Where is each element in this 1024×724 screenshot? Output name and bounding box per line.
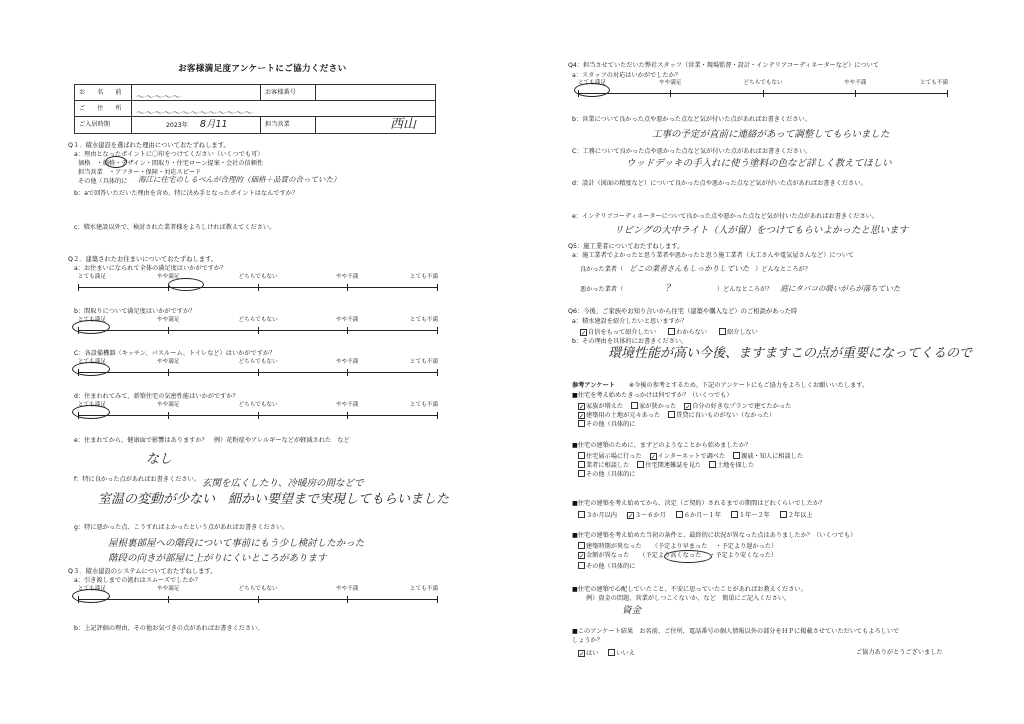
r1-o5-checkbox[interactable]: [668, 411, 675, 418]
scale-label: どちらでもない: [238, 274, 278, 280]
q4-e-handwriting: リビングの大中ライト（人が留）をつけてもらいよかったと思います: [614, 225, 909, 236]
r1-options-row3: [578, 420, 636, 428]
reference-note: ※今後の参考とするため、下記のアンケートにもご協力をよろしくお願いいたします。: [628, 382, 869, 389]
scale-tick[interactable]: [855, 90, 856, 97]
scale-label: とても満足: [78, 402, 106, 408]
q1-c-text: c：積水建設以外で、検討された業者様をよろしければ教えてください。: [74, 224, 276, 231]
q3-b-text: b：上記評価の理由、その他お気づきの点があればお書きください。: [74, 625, 264, 632]
r4-row1: [578, 542, 777, 550]
r3-o2-checkbox[interactable]: ✓: [627, 513, 634, 520]
q5-bad-row: [580, 283, 900, 294]
r4-o2a-circle: [664, 550, 712, 563]
scale-tick[interactable]: [168, 369, 169, 376]
r4-row3: [578, 562, 636, 570]
q4-a-text: a：スタッフの対応はいかがでしたか？: [572, 72, 681, 79]
q5-a-text: a：施工業者でよかったと思う業者や悪かったと思う施工業者（大工さんや電気屋さんなど）について: [572, 252, 855, 259]
scale-label: やや不満: [336, 274, 359, 280]
scale-tick[interactable]: [670, 90, 671, 97]
customer-no-field: [316, 85, 436, 101]
q2-f-handwriting-2: 室温の変動が少ない 細かい要望まで実現してもらいました: [98, 492, 450, 507]
scale-tick[interactable]: [437, 284, 438, 291]
r4-o2-checkbox[interactable]: ✓: [579, 553, 585, 560]
r4-o1a-label: （予定より早まった: [651, 543, 708, 550]
q3-a-selected-circle: [72, 589, 110, 603]
scale-tick[interactable]: [258, 369, 259, 376]
r1-o4-label: 建築用の土地が元々あった: [586, 412, 661, 419]
scale-label: やや不満: [336, 359, 359, 365]
q5-good-row: [580, 264, 811, 273]
q6-a-text: a：積水建設を紹介したいと思いますか？: [572, 318, 688, 325]
r2-o5-label: 住宅関連雑誌を見た: [645, 462, 701, 469]
scale-label: やや満足: [157, 586, 180, 592]
r4-o1b-label: ・予定より遅かった）: [715, 543, 778, 550]
r2-o7-checkbox[interactable]: [578, 470, 585, 477]
r3-o5-label: ２年以上: [787, 512, 813, 519]
scale-tick[interactable]: [347, 412, 348, 419]
r4-o1-checkbox[interactable]: [578, 542, 585, 549]
survey-page-right: [568, 50, 973, 670]
q6-opt1-checkbox[interactable]: ✓: [581, 330, 587, 337]
q2-g-text: g：特に悪かった点、こうすればよかったという点があればお書きください。: [74, 524, 289, 531]
q4-heading: Q4：担当させていただいた弊社スタッフ（営業・現場監督・設計・インテリアコーディネーターなど）について: [568, 62, 880, 69]
scale-tick[interactable]: [78, 284, 79, 291]
completion-year: 2023年: [166, 122, 188, 130]
q4-e-text: e：インテリアコーディネーターについて良かった点や悪かった点など気が付いた点があればお書きください。: [572, 213, 879, 220]
q1-a-options-1: 価格 ・価格・デザイン・間取り・住宅ローン提案・会社の信頼性: [78, 160, 264, 167]
scale-label: やや不満: [844, 80, 867, 86]
scale-label: やや満足: [659, 80, 682, 86]
r3-options: [578, 511, 813, 519]
q2-d-scale[interactable]: [78, 402, 438, 428]
r1-o4-checkbox[interactable]: ✓: [579, 413, 585, 420]
r3-o1-label: ３か月以内: [586, 512, 617, 519]
q3-a-scale[interactable]: [78, 586, 438, 612]
scale-label: やや満足: [157, 317, 180, 323]
q4-b-text: b：営業について良かった点や悪かった点など気が付いた点があればお書きください。: [572, 116, 811, 123]
scale-label: とても不満: [410, 317, 438, 323]
q1-heading: Q１．積水建設を選ばれた理由についておたずねします。: [68, 142, 230, 149]
r6-question-cont: しょうか？: [572, 637, 603, 644]
r2-options-row2: [578, 461, 754, 469]
scale-label: とても満足: [578, 80, 606, 86]
r3-question: ■住宅の建築を考え始めてから、決定（ご契約）されるまでの期間はどれくらいでしたか？: [572, 500, 826, 507]
q6-opt3-label: 紹介しない: [726, 329, 758, 336]
sales-field: [316, 117, 436, 134]
scale-label: やや不満: [336, 402, 359, 408]
q5-good-question: ）どんなところが？: [755, 266, 811, 273]
scale-tick[interactable]: [763, 90, 764, 97]
q2-e-text: e：住まれてから、健康面で影響はありますか？ 例）花粉症やアレルギーなどが軽減された など: [74, 437, 350, 444]
address-label: ご 住 所: [75, 101, 132, 117]
scale-label: とても満足: [78, 586, 106, 592]
survey-title: お客様満足度アンケートにご協力ください: [178, 64, 347, 74]
q1-a-handwriting: 海江に住宅のしるべんが合理的（価格＋品質の合っていた）: [138, 175, 341, 184]
q5-bad-question: ）どんなところが？: [716, 286, 773, 293]
scale-label: やや不満: [336, 586, 359, 592]
q1-price-circle: [105, 156, 127, 168]
scale-tick[interactable]: [347, 284, 348, 291]
r2-options-row3: [578, 470, 636, 478]
r2-o1-label: 住宅展示場に行った: [586, 453, 642, 460]
q2-a-scale[interactable]: [78, 274, 438, 300]
scale-label: とても不満: [410, 274, 438, 280]
q1-a-options-2: 担当営業 ・アフター・保障・対応スピード: [78, 169, 202, 176]
r2-o2-checkbox[interactable]: ✓: [650, 454, 656, 461]
scale-label: やや満足: [157, 402, 180, 408]
r2-o6-checkbox[interactable]: [709, 461, 716, 468]
r6-yes-checkbox[interactable]: ✓: [579, 651, 585, 658]
r5-example: 例）資金の問題、営業がしつこくないか、など 簡単にご記入ください。: [586, 595, 791, 602]
r6-yes-label: はい: [586, 650, 599, 657]
r2-o4-label: 業者に相談した: [586, 462, 630, 469]
q2-d-selected-circle: [72, 405, 110, 419]
completion-date: 8月11: [199, 119, 228, 131]
r5-handwriting: 資金: [622, 605, 642, 616]
r1-question: ■住宅を考え始めたきっかけは何ですか？（いくつでも）: [572, 392, 733, 399]
r1-o3-label: 自分の好きなプランで建てたかった: [692, 403, 792, 410]
q2-b-selected-circle: [72, 320, 110, 334]
scale-tick[interactable]: [347, 327, 348, 334]
r4-o2-label: 金額が異なった: [586, 552, 630, 559]
q2-d-text: d：住まわれてみて、新築住宅の気密性能はいかがですか？: [74, 393, 239, 400]
q5-bad-label: 悪かった業者（: [580, 286, 624, 293]
r4-o3-checkbox[interactable]: [578, 562, 585, 569]
scale-label: とても満足: [78, 274, 106, 280]
r4-o1-label: 建築時期が異なった: [586, 543, 642, 550]
name-field: 〜〜〜〜〜: [132, 85, 261, 101]
sales-name: 西山: [390, 117, 417, 132]
scale-label: とても不満: [410, 402, 438, 408]
thanks-text: ご協力ありがとうございました: [856, 649, 943, 656]
r3-o3-label: ６か月～１年: [683, 512, 721, 519]
r3-o4-label: １年～２年: [738, 512, 770, 519]
r6-question: ■このアンケート結果 お名前、ご住所、電話番号の個人情報以外の部分をＨＰに掲載させていただいてもよろしいで: [572, 628, 900, 635]
scale-label: とても不満: [920, 80, 948, 86]
scale-tick[interactable]: [168, 327, 169, 334]
q5-bad-handwriting-2: 庭にタバコの吸いがらが落ちていた: [780, 284, 901, 293]
scale-label: やや不満: [336, 317, 359, 323]
q5-good-label: 良かった業者（: [580, 266, 624, 273]
r6-options: [578, 649, 635, 657]
r4-o3-label: その他（具体的に: [586, 563, 636, 570]
r2-o6-label: 土地を探した: [716, 462, 755, 469]
scale-tick[interactable]: [258, 412, 259, 419]
r4-o2b-label: ・予定より安くなった）: [709, 552, 778, 559]
address-field: 〜〜〜〜〜〜〜〜〜〜〜〜〜: [132, 101, 436, 117]
r2-o3-label: 親戚・知人に相談した: [741, 453, 804, 460]
scale-label: どちらでもない: [743, 80, 783, 86]
q4-c-text: C：工務について良かった点や悪かった点など気が付いた点があればお書きください。: [572, 148, 812, 155]
q2-g-handwriting-2: 階段の向きが部屋に上がりにくいところがあります: [108, 553, 327, 564]
r6-no-label: いいえ: [616, 650, 635, 657]
q2-heading: Q２．建築されたお住まいについておたずねします。: [68, 256, 218, 263]
customer-no-label: お客様番号: [261, 85, 316, 101]
q2-f-handwriting-1: 玄関を広くしたり、冷暖房の間などで: [202, 478, 364, 489]
r1-o1-checkbox[interactable]: ✓: [579, 404, 585, 411]
q6-b-handwriting: 環境性能が高い今後、ますますこの点が重要になってくるので: [608, 346, 973, 361]
scale-tick[interactable]: [168, 412, 169, 419]
r6-no-checkbox[interactable]: [608, 649, 615, 656]
reference-title: 参考アンケート: [572, 382, 615, 389]
r1-options-row2: [578, 411, 775, 419]
r2-o3-checkbox[interactable]: [733, 452, 740, 459]
name-label: お 名 前: [75, 85, 132, 101]
scale-tick[interactable]: [168, 596, 169, 603]
r1-o6-checkbox[interactable]: [578, 420, 585, 427]
scale-tick[interactable]: [437, 327, 438, 334]
customer-info-table: [74, 84, 436, 134]
scale-tick[interactable]: [347, 369, 348, 376]
q4-c-handwriting: ウッドデッキの手入れに使う塗料の色など詳しく教えてほしい: [626, 158, 892, 169]
r3-o3-checkbox[interactable]: [676, 511, 683, 518]
sales-label: 担当営業: [261, 117, 316, 134]
q6-opt3-checkbox[interactable]: [719, 328, 726, 335]
q5-heading: Q5：施工業者についておたずねします。: [568, 243, 684, 250]
q6-opt1-label: 自信をもって紹介したい: [588, 329, 657, 336]
scale-tick[interactable]: [437, 596, 438, 603]
survey-page-left: [68, 50, 458, 670]
q2-g-handwriting-1: 屋根裏部屋への階段について事前にもう少し検討したかった: [108, 538, 365, 549]
scale-tick[interactable]: [347, 596, 348, 603]
r1-o1-label: 家族が増えた: [586, 403, 624, 410]
q2-c-scale[interactable]: [78, 359, 438, 385]
scale-label: やや満足: [157, 359, 180, 365]
scale-label: どちらでもない: [238, 359, 278, 365]
r3-o1-checkbox[interactable]: [578, 511, 585, 518]
scale-label: とても不満: [410, 586, 438, 592]
r4-question: ■住宅の建築を考え始めた当初の条件と、最終的に状況が異なった点はありましたか？（いくつでも）: [572, 532, 857, 539]
q2-c-selected-circle: [72, 362, 110, 376]
q6-b-text: b：その理由を具体的にお書きください。: [572, 338, 688, 345]
completion-label: ご入居時期: [75, 117, 132, 134]
q2-e-handwriting: なし: [146, 452, 173, 467]
scale-label: どちらでもない: [238, 402, 278, 408]
q1-a-text: a：理由となったポイントに〇印をつけてください（いくつでも可）: [74, 151, 264, 158]
q3-a-text: a：引き渡しまでの流れはスムーズでしたか？: [74, 577, 201, 584]
q2-a-selected-circle: [168, 278, 204, 291]
r2-o2-label: インターネットで調べた: [657, 453, 726, 460]
q2-b-text: b：間取りについて満足度はいかがですか？: [74, 308, 196, 315]
q2-f-text: f：特に良かった点があればお書きください。: [74, 476, 200, 483]
q5-bad-handwriting: ？: [665, 283, 675, 294]
r2-options-row1: [578, 452, 803, 460]
r4-o2a-label: （予定より高くなった: [639, 552, 702, 559]
scale-tick[interactable]: [258, 327, 259, 334]
q4-d-text: d：設計（図面の精度など）について良かった点や悪かった点など気が付いた点があればお書きください。: [572, 180, 867, 187]
scale-tick[interactable]: [258, 596, 259, 603]
r1-o2-checkbox[interactable]: [631, 402, 638, 409]
q4-b-handwriting: 工事の予定が直前に連絡があって調整してもらいました: [652, 129, 890, 140]
r2-o1-checkbox[interactable]: [578, 452, 585, 459]
q3-heading: Q３．積水建設のシステムについておたずねします。: [68, 568, 217, 575]
q2-a-text: a：お住まいになられて全体の満足度はいかがですか？: [74, 265, 227, 272]
r3-o5-checkbox[interactable]: [780, 511, 787, 518]
r2-o4-checkbox[interactable]: [578, 461, 585, 468]
q4-a-selected-circle: [574, 83, 610, 97]
r1-o3-checkbox[interactable]: ✓: [685, 404, 691, 411]
q6-opt2-label: わからない: [676, 329, 707, 336]
r2-o7-label: その他（具体的に: [586, 471, 636, 478]
q6-opt2-checkbox[interactable]: [668, 328, 675, 335]
r2-o5-checkbox[interactable]: [637, 461, 644, 468]
q1-a-other: その他（具体的に: [78, 178, 128, 185]
q1-b-text: b：aで回答いただいた理由を含め、特に決め手となったポイントはなんですか？: [74, 190, 299, 197]
scale-tick[interactable]: [258, 284, 259, 291]
q6-a-options: [580, 328, 758, 336]
scale-label: とても満足: [78, 359, 106, 365]
r1-o6-label: その他（具体的に: [586, 421, 636, 428]
q5-good-handwriting: どこの業者さんもしっかりしていた: [629, 264, 750, 273]
scale-label: どちらでもない: [238, 317, 278, 323]
scale-label: やや満足: [157, 274, 180, 280]
q2-b-scale[interactable]: [78, 317, 438, 343]
scale-tick[interactable]: [437, 412, 438, 419]
scale-label: とても不満: [410, 359, 438, 365]
r3-o2-label: ３～６か月: [634, 512, 666, 519]
reference-header: [572, 382, 868, 389]
r3-o4-checkbox[interactable]: [731, 511, 738, 518]
r1-o2-label: 家が狭かった: [639, 403, 677, 410]
scale-tick[interactable]: [437, 369, 438, 376]
r1-o5-label: 賃貸に良いものがない（なかった）: [676, 412, 776, 419]
r5-question: ■住宅の建築で心配していたこと、不安に思っていたことがあればお教えください。: [572, 586, 807, 593]
scale-label: どちらでもない: [238, 586, 278, 592]
q2-c-text: C：各設備機器（キッチン、バスルーム、トイレなど）はいかがですか？: [74, 350, 276, 357]
q6-heading: Q6：今後、ご家族やお知り合いから住宅（建築や購入など）のご相談があった時: [568, 308, 798, 315]
scale-tick[interactable]: [947, 90, 948, 97]
r1-options-row1: [578, 402, 791, 410]
r2-question: ■住宅の建築のために、まずどのようなことから始めましたか？: [572, 442, 752, 449]
scale-label: とても満足: [78, 317, 106, 323]
q4-a-scale[interactable]: [578, 80, 948, 106]
